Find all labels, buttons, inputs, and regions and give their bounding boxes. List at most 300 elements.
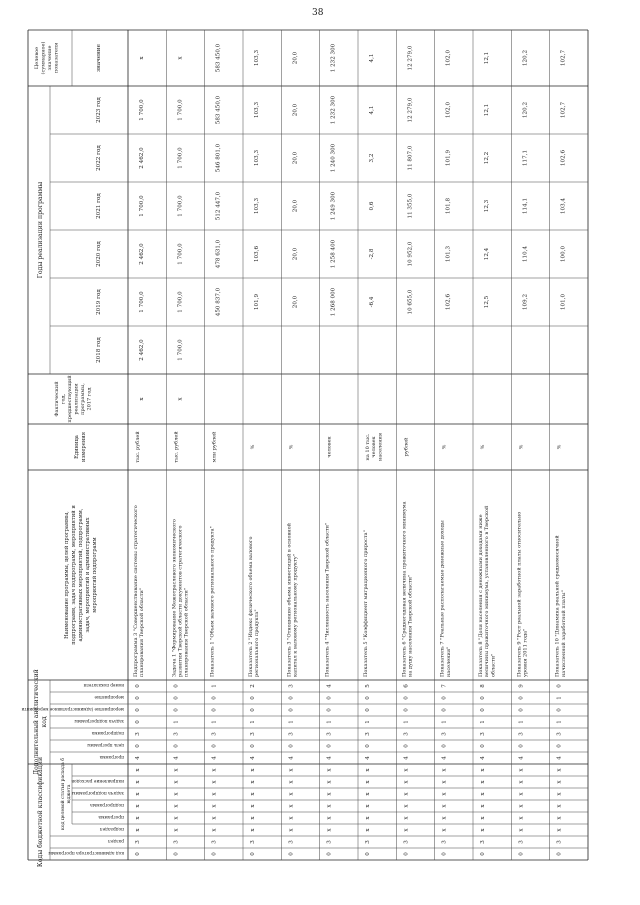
analytic-code-header: номер показателя [83,683,124,688]
budget-code-cell: 0 [250,852,256,856]
budget-code-cell: x [250,816,256,820]
budget-code-cell: x [441,768,448,772]
budget-code-cell: x [403,792,410,796]
budget-code-cell: x [135,804,141,808]
row-unit: тыс. рублей [135,431,141,463]
row-name: уровня 2011 года" [522,628,529,677]
row-target-value: 103,3 [254,49,260,67]
analytic-code-cell: 6 [403,684,410,688]
row-year-value: 12,2 [484,151,490,165]
analytic-code-cell: 3 [365,732,371,736]
target-title: значение [47,45,53,71]
analytic-code-cell: 0 [250,696,256,700]
row-year-value: 117,1 [522,149,529,167]
row-name: капитал к валовому региональному продукту" [292,553,299,677]
budget-code-cell: 3 [211,840,218,844]
row-base-value: x [177,397,184,401]
analytic-code-cell: 0 [403,696,410,700]
budget-code-cell: x [441,828,448,832]
budget-code-cell: 3 [250,840,256,844]
row-year-value: 11 355,0 [407,193,414,219]
analytic-code-cell: 0 [365,708,371,712]
analytic-code-cell: 0 [365,696,371,700]
analytic-code-cell: 4 [480,756,486,760]
budget-code-cell: x [288,804,295,808]
row-name: Показатель 4 "Численность населения Тверской области" [324,522,331,677]
row-name: Подпрограмма 3 "Совершенствование системы стратегического [133,505,139,677]
row-name: области" [490,653,497,677]
row-unit: млн рублей [211,431,218,463]
budget-code-cell: 0 [480,852,486,856]
budget-code-cell: x [326,780,333,784]
budget-code-cell: 3 [326,840,333,844]
analytic-code-cell: 0 [518,696,525,700]
budget-code-cell: x [441,804,448,808]
year-header: 2023 год [96,97,102,123]
budget-code-cell: x [556,804,563,808]
analytic-code-cell: 3 [326,732,333,736]
row-name: на душу населения Тверской области" [407,574,414,677]
row-year-value: 12,3 [484,199,490,213]
analytic-code-cell: 0 [288,708,295,712]
budget-code-cell: x [173,792,180,796]
analytic-code-header: программа [99,755,124,760]
analytic-code-cell: 1 [288,720,295,724]
budget-code-cell: x [250,768,256,772]
row-year-value: 10 952,0 [407,241,414,267]
row-year-value: 1 700,0 [177,195,184,217]
budget-code-cell: x [365,828,371,832]
row-name: начисленной заработной платы" [560,590,567,677]
row-year-value: 103,6 [254,245,260,263]
base-year-column-header: предшествующий [67,375,73,423]
row-unit: населения [377,432,384,462]
budget-code-cell: x [441,816,448,820]
row-year-value: 101,9 [445,149,452,167]
analytic-code-cell: 9 [518,684,525,688]
analytic-code-cell: 3 [135,732,141,736]
analytic-code-cell: 0 [441,708,448,712]
row-year-value: 102,6 [445,293,452,311]
budget-code-cell: x [211,828,218,832]
row-year-value: -6,4 [369,296,375,308]
row-name: развития Тверской области документов стратегического [177,525,184,677]
budget-code-cell: 0 [556,852,563,856]
analytic-code-cell: 0 [556,684,563,688]
analytic-code-header: подпрограмма [91,731,124,736]
row-year-value: 110,4 [522,245,529,263]
analytic-code-cell: 0 [135,684,141,688]
analytic-code-cell: 1 [326,720,333,724]
budget-code-cell: x [518,816,525,820]
budget-code-cell: x [480,816,486,820]
analytic-code-cell: 4 [135,756,141,760]
row-target-value: x [139,56,145,60]
budget-code-cell: x [480,780,486,784]
budget-code-cell: 0 [288,852,295,856]
row-unit: на 10 тыс. [365,433,371,461]
analytic-code-cell: 7 [441,684,448,688]
budget-code-cell: x [365,768,371,772]
analytic-code-header: задача подпрограммы [74,719,124,724]
budget-code-cell: x [250,828,256,832]
analytic-code-cell: 0 [250,708,256,712]
budget-code-cell: 0 [403,852,410,856]
target-title: Целевое [34,46,40,70]
budget-code-cell: 0 [365,852,371,856]
budget-code-cell: x [135,780,141,784]
year-header: 2018 год [96,337,102,363]
row-year-value: 20,0 [292,103,299,117]
budget-code-cell: x [326,828,333,832]
analytic-code-cell: 5 [365,684,371,688]
row-name: Показатель 6 "Среднегодовая величина прожиточного минимума [401,501,408,677]
analytic-code-cell: 0 [173,684,180,688]
row-target-value: 4,1 [369,53,375,63]
base-year-column-header: программы, [80,383,86,415]
row-target-value: 102,0 [445,49,452,67]
budget-code-cell: x [556,780,563,784]
base-year-column-header: реализации [73,383,80,415]
base-year-column-header: 2017 год [86,387,93,411]
budget-code-cell: 3 [441,840,448,844]
analytic-code-cell: 0 [480,696,486,700]
row-target-value: 12,1 [484,51,490,65]
row-year-value: 478 631,0 [215,239,222,269]
row-name: населения" [445,646,452,677]
analytic-code-cell: 0 [365,744,371,748]
row-year-value: 12,5 [484,295,490,309]
budget-code-cell: x [556,792,563,796]
analytic-code-cell: 0 [441,744,448,748]
row-year-value: 20,0 [292,247,299,261]
row-target-value: 12 279,0 [407,45,414,71]
name-column-header: Наименование программы, целей программы, [64,511,70,639]
analytic-code-cell: 1 [556,720,563,724]
row-year-value: 101,9 [254,293,260,311]
row-year-value: 4,1 [369,105,375,115]
row-year-value: 3,2 [369,153,375,163]
row-year-value: 114,1 [522,197,529,215]
row-year-value: 1 700,0 [177,339,184,361]
row-year-value: -2,8 [369,248,375,260]
row-target-value: 102,7 [560,49,567,67]
budget-code-cell: x [326,804,333,808]
row-unit: % [288,444,295,450]
year-header: 2022 год [96,145,102,171]
budget-code-header: задача подпрограммы [72,790,124,795]
budget-code-cell: 3 [173,840,180,844]
budget-codes-subtitle: код целевой статьи расхода б [61,758,66,830]
row-base-value: x [139,397,145,401]
name-column-header: задач, мероприятий и административных [85,517,91,633]
row-year-value: 109,2 [522,293,529,311]
row-name: Показатель 9 "Рост реальной заработной платы относительно [516,511,523,677]
row-year-value: 1 700,0 [139,291,145,313]
row-year-value: 546 801,0 [215,143,222,173]
table-grid [21,30,588,867]
analytic-title: Дополнительный аналитический [33,669,40,775]
row-target-value: 1 232 300 [330,43,337,73]
row-unit: рублей [403,437,410,457]
budget-code-cell: x [556,768,563,772]
analytic-code-cell: 3 [556,732,563,736]
budget-code-cell: x [211,768,218,772]
row-year-value: 20,0 [292,151,299,165]
year-header: 2021 год [96,193,102,219]
analytic-code-cell: 0 [173,708,180,712]
analytic-code-cell: 0 [556,708,563,712]
budget-code-cell: x [441,780,448,784]
analytic-code-cell: 0 [326,708,333,712]
budget-code-cell: x [518,780,525,784]
budget-code-cell: x [211,816,218,820]
row-year-value: 101,0 [560,293,567,311]
analytic-code-cell: 1 [480,720,486,724]
analytic-code-cell: 1 [518,720,525,724]
budget-code-cell: x [288,792,295,796]
budget-code-cell: 0 [518,852,525,856]
row-year-value: 102,7 [560,101,567,119]
name-column-header: административных мероприятий, подпрограмм, [78,508,84,642]
analytic-code-cell: 3 [403,732,410,736]
row-unit: % [480,444,486,450]
analytic-code-cell: 0 [556,744,563,748]
analytic-code-cell: 0 [288,696,295,700]
row-unit: % [250,444,256,450]
row-year-value: 2 462,0 [139,147,145,169]
row-name: планирования Тверской области" [139,587,146,677]
analytic-code-cell: 4 [365,756,371,760]
row-year-value: 1 700,0 [177,243,184,265]
row-year-value: 100,0 [560,245,567,263]
row-year-value: 0,6 [369,201,375,211]
row-year-value: 103,3 [254,149,260,167]
analytic-code-cell: 4 [518,756,525,760]
analytic-code-cell: 3 [211,732,218,736]
budget-code-cell: 3 [480,840,486,844]
row-name: Показатель 8 "Доля населения с денежными доходами ниже [478,514,484,677]
row-name: Показатель 3 "Отношение объема инвестиций в основной [286,523,293,677]
analytic-code-cell: 0 [288,744,295,748]
row-year-value: 450 837,0 [215,287,222,317]
budget-code-cell: x [480,804,486,808]
budget-code-cell: x [403,804,410,808]
budget-code-cell: x [135,768,141,772]
budget-code-cell: x [365,780,371,784]
analytic-code-cell: 0 [211,744,218,748]
budget-code-cell: 0 [441,852,448,856]
name-column-header: мероприятий подпрограмм [92,537,98,613]
budget-code-cell: x [365,804,371,808]
budget-code-cell: 0 [211,852,218,856]
row-year-value: 1 700,0 [177,147,184,169]
target-title: (суммарное) [40,41,47,75]
analytic-code-cell: 4 [288,756,295,760]
analytic-code-cell: 0 [480,744,486,748]
row-unit: человек [326,436,333,458]
budget-code-cell: x [326,816,333,820]
analytic-code-cell: 3 [288,732,295,736]
budget-code-cell: x [365,816,371,820]
row-year-value: 512 447,0 [215,191,222,221]
budget-code-cell: 3 [288,840,295,844]
budget-code-cell: x [288,768,295,772]
row-year-value: 12 279,0 [407,97,414,123]
budget-codes-subtitle: юджета [67,784,72,804]
budget-code-cell: x [173,768,180,772]
budget-code-cell: x [518,768,525,772]
analytic-code-header: мероприятие (административное мероприяти [21,707,124,712]
budget-code-cell: x [250,780,256,784]
analytic-code-header: цель программы [87,743,124,748]
budget-code-cell: x [211,804,218,808]
budget-code-cell: x [250,792,256,796]
analytic-code-cell: 0 [173,696,180,700]
analytic-code-cell: 1 [173,720,180,724]
budget-code-cell: 3 [135,840,141,844]
row-unit: тыс. рублей [173,431,180,463]
budget-code-cell: x [211,780,218,784]
budget-code-cell: x [480,792,486,796]
budget-code-cell: x [173,828,180,832]
row-target-value: 583 450,0 [215,43,222,73]
row-name: Показатель 2 "Индекс физического объема валового [248,536,254,677]
row-year-value: 12,1 [484,103,490,117]
analytic-code-cell: 0 [211,708,218,712]
analytic-code-cell: 4 [250,756,256,760]
analytic-code-cell: 0 [518,744,525,748]
budget-code-cell: x [173,816,180,820]
budget-code-cell: x [135,816,141,820]
analytic-code-cell: 0 [135,696,141,700]
row-year-value: 1 700,0 [139,195,145,217]
row-name: Показатель 5 "Коэффициент миграционного прироста" [363,530,369,677]
budget-code-cell: x [288,828,295,832]
row-year-value: 10 655,0 [407,289,414,315]
row-year-value: 11 807,0 [407,145,414,171]
analytic-code-cell: 3 [518,732,525,736]
budget-code-cell: 0 [135,852,141,856]
row-name: величины прожиточного минимума, установленного в Тверской [484,505,491,677]
budget-code-cell: x [250,804,256,808]
analytic-code-cell: 1 [250,720,256,724]
row-name: Показатель 1 "Объем валового регионального продукта" [209,526,216,677]
analytic-code-cell: 0 [250,744,256,748]
row-year-value: 20,0 [292,199,299,213]
row-name: регионального продукта" [254,609,261,677]
row-year-value: 103,3 [254,101,260,119]
row-target-value: 20,0 [292,51,299,65]
budget-code-cell: x [211,792,218,796]
budget-code-cell: 0 [173,852,180,856]
budget-code-cell: 3 [365,840,371,844]
row-year-value: 1 232 300 [330,95,337,125]
analytic-code-cell: 3 [173,732,180,736]
budget-code-cell: x [135,828,141,832]
base-year-column-header: год, [60,393,67,405]
budget-code-header: подпрограмма [90,802,124,807]
budget-code-cell: x [403,768,410,772]
analytic-code-cell: 4 [326,756,333,760]
analytic-code-cell: 0 [403,744,410,748]
analytic-code-cell: 4 [403,756,410,760]
analytic-code-cell: 4 [211,756,218,760]
budget-code-cell: x [480,768,486,772]
budget-code-cell: x [173,804,180,808]
budget-code-cell: x [288,816,295,820]
years-title: Годы реализации программы [37,181,44,279]
row-year-value: 12,4 [484,247,490,261]
analytic-code-cell: 4 [173,756,180,760]
analytic-code-cell: 0 [326,696,333,700]
year-header: 2020 год [96,241,102,267]
budget-code-cell: x [480,828,486,832]
year-header: 2019 год [96,289,102,315]
row-year-value: 1 700,0 [139,99,145,121]
row-target-value: 120,2 [522,49,529,67]
page-number: 38 [312,8,324,18]
row-unit: человек [371,436,378,458]
name-column-header: подпрограмм, задач подпрограмм, мероприятий и [71,505,77,645]
row-unit: % [441,444,448,450]
analytic-code-cell: 8 [480,684,486,688]
budget-codes-title: Коды бюджетной классификации [37,756,44,868]
analytic-code-cell: 0 [441,696,448,700]
row-year-value: 1 700,0 [177,291,184,313]
analytic-code-cell: 3 [288,684,295,688]
row-name: Показатель 7 "Реальные располагаемые денежные доходы [439,520,446,677]
row-year-value: 102,6 [560,149,567,167]
analytic-code-cell: 0 [518,708,525,712]
budget-code-cell: x [326,768,333,772]
row-year-value: 1 249 300 [330,191,337,221]
analytic-code-cell: 1 [211,684,218,688]
analytic-code-cell: 1 [403,720,410,724]
target-subheader: значение [96,44,102,72]
base-year-column-header: Фактический [54,381,60,417]
row-target-value: x [177,56,184,60]
analytic-code-cell: 4 [441,756,448,760]
budget-code-cell: x [441,792,448,796]
budget-code-cell: x [518,792,525,796]
row-year-value: 103,4 [560,197,567,215]
budget-code-header: подраздел [99,826,124,831]
row-unit: % [556,444,563,450]
analytic-code-cell: 0 [135,744,141,748]
row-year-value: 1 240 300 [330,143,337,173]
target-title: показателя [53,42,60,74]
row-year-value: 2 462,0 [139,243,145,265]
row-name: планирования Тверской области" [183,587,190,677]
analytic-code-cell: 1 [365,720,371,724]
budget-code-cell: 3 [556,840,563,844]
budget-code-cell: x [173,780,180,784]
analytic-code-header: мероприятие [94,695,124,700]
row-year-value: 101,3 [445,245,452,263]
row-year-value: 1 700,0 [177,99,184,121]
budget-code-cell: x [556,816,563,820]
budget-code-cell: x [365,792,371,796]
row-year-value: 1 268 000 [330,287,337,317]
row-unit: % [518,444,525,450]
row-year-value: 120,2 [522,101,529,119]
analytic-code-cell: 3 [250,732,256,736]
row-year-value: 583 450,0 [215,95,222,125]
budget-code-cell: x [403,780,410,784]
row-year-value: 103,3 [254,197,260,215]
budget-code-cell: x [403,816,410,820]
